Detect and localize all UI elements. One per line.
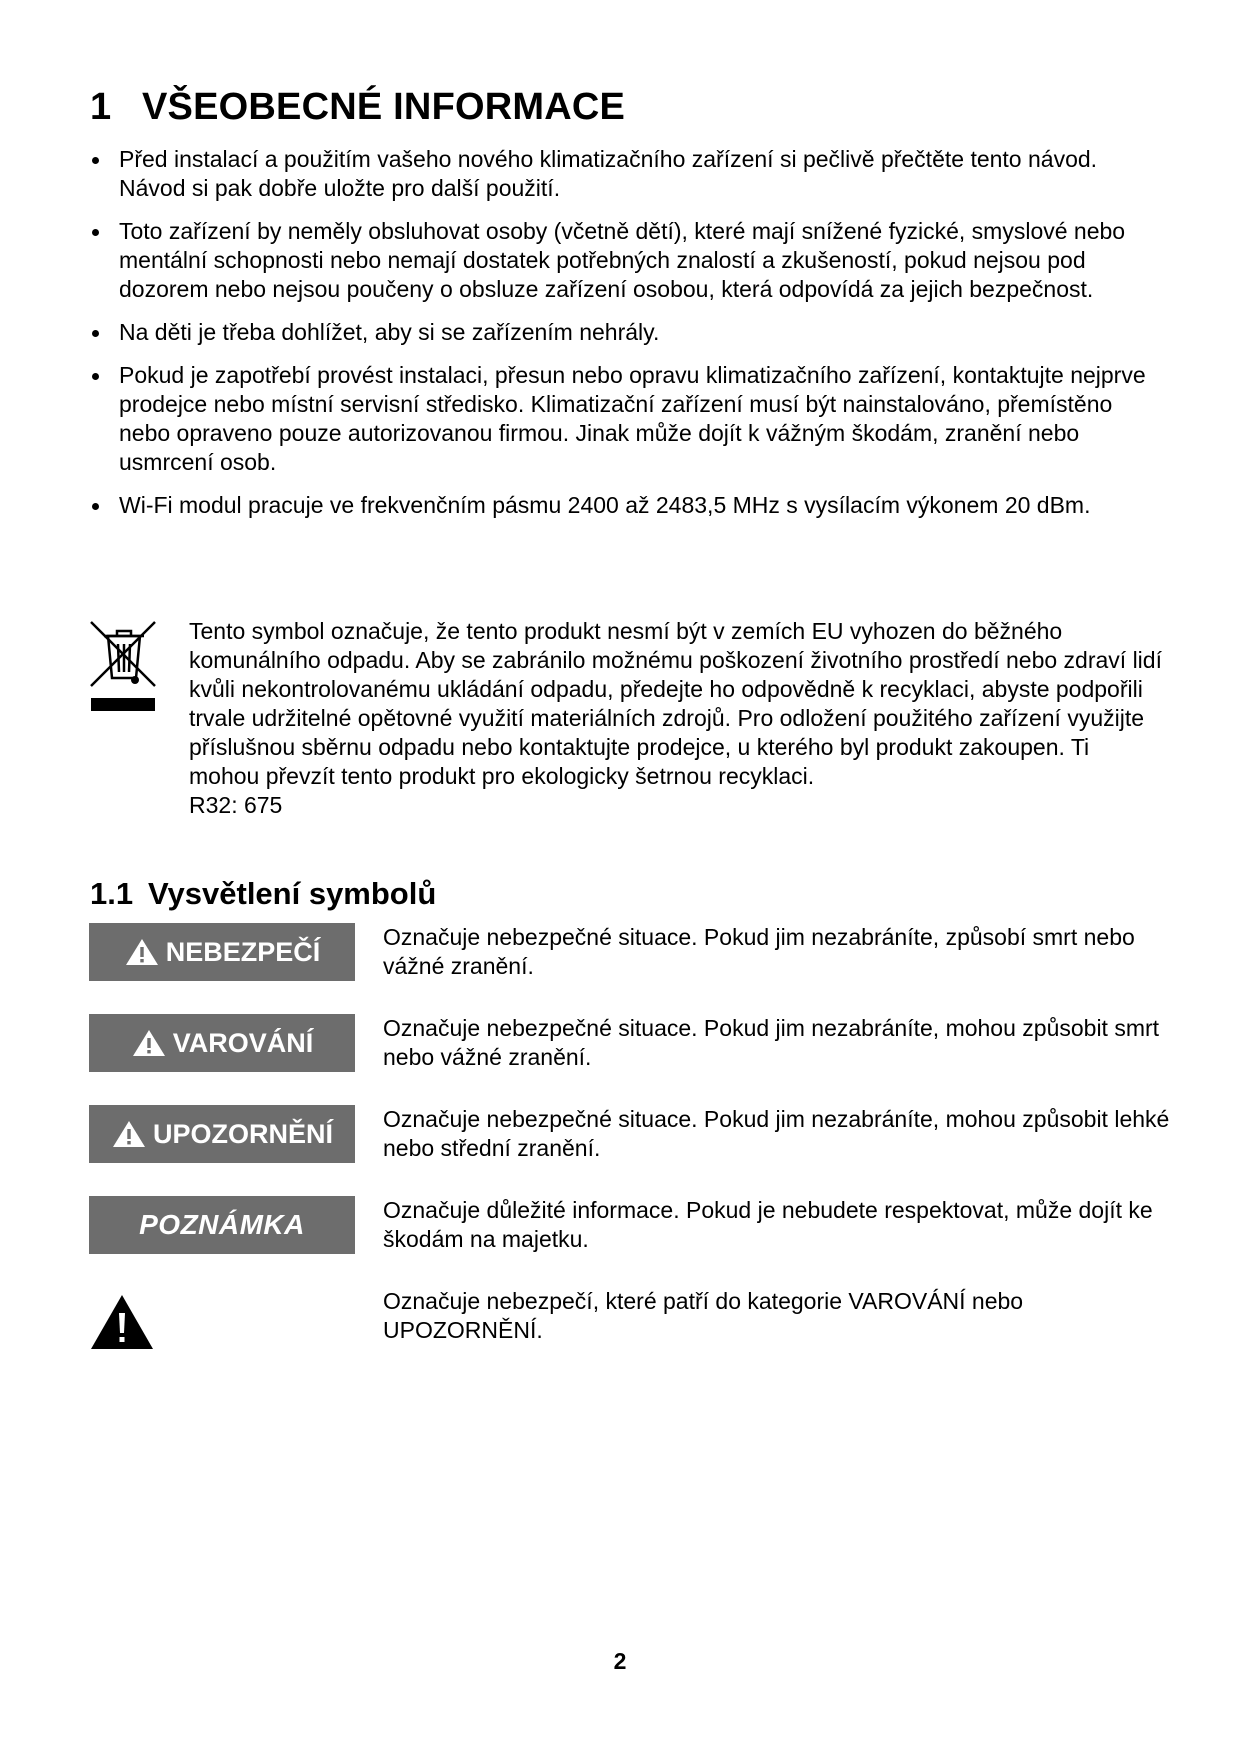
danger-label [89,923,355,981]
symbol-row-note [89,1196,1179,1266]
warning-triangle-icon [89,1293,155,1351]
section-heading [90,86,625,129]
list-item: Na děti je třeba dohlížet, aby si se zařízením nehrály. [90,318,1160,347]
danger-label-text: NEBEZPEČÍ [165,936,321,967]
danger-description: Označuje nebezpečné situace. Pokud jim nezabráníte, způsobí smrt nebo vážné zranění. [383,924,1135,979]
bullet-icon [92,503,99,510]
bullet-icon [92,373,99,380]
refrigerant-value: R32: 675 [189,792,283,818]
crossed-out-wheelie-bin-icon [89,620,159,720]
symbol-row-alert [89,1287,1179,1357]
bullet-icon [92,157,99,164]
warning-triangle-icon [111,1119,147,1149]
note-description: Označuje důležité informace. Pokud je nebudete respektovat, může dojít ke škodám na majetku. [383,1197,1153,1252]
warning-description: Označuje nebezpečné situace. Pokud jim nezabráníte, mohou způsobit smrt nebo vážné zranění. [383,1015,1160,1070]
caution-label [89,1105,355,1163]
section-title: VŠEOBECNÉ INFORMACE [142,86,626,128]
list-item: Pokud je zapotřebí provést instalaci, přesun nebo opravu klimatizačního zařízení, kontaktujte nejprve prodejce nebo místní servisní středisko. Klimatizační zařízení musí být nainstalováno, přemístěno nebo opraveno pouze autorizovanou firmou. Jinak může dojít k vážným škodám, zranění nebo usmrcení osob. [90,361,1160,477]
list-item: Toto zařízení by neměly obsluhovat osoby (včetně dětí), které mají snížené fyzické, smyslové nebo mentální schopnosti nebo nemají dostatek potřebných znalostí a zkušeností, pokud nejsou pod dozorem nebo nejsou poučeny o obsluze zařízení osobou, která odpovídá za jejich bezpečnost. [90,217,1160,304]
page-number: 2 [613,1648,627,1674]
section-number: 1 [90,86,112,128]
subsection-number: 1.1 [90,876,134,911]
subsection-heading [90,876,436,912]
bullet-icon [92,229,99,236]
warning-label-text: VAROVÁNÍ [172,1027,314,1058]
weee-description: Tento symbol označuje, že tento produkt nesmí být v zemích EU vyhozen do běžného komunálního odpadu. Aby se zabránilo možnému poškození životního prostředí nebo zdraví lidí kvůli nekontrolovanému ukládání odpadu, předejte ho odpovědně k recyklaci, abyste podpořili trvale udržitelné opětovné využití materiálních zdrojů. Pro odložení použitého zařízení využijte příslušnou sběrnu odpadu nebo kontaktujte prodejce, u kterého byl produkt zakoupen. Ti mohou převzít tento produkt pro ekologicky šetrnou recyklaci. [189,618,1162,789]
general-info-list [90,145,1160,534]
list-item: Před instalací a použitím vašeho nového klimatizačního zařízení si pečlivě přečtěte tento návod. Návod si pak dobře uložte pro další použití. [90,145,1160,203]
weee-notice [189,617,1164,820]
caution-label-text: UPOZORNĚNÍ [152,1118,333,1149]
warning-triangle-icon [131,1028,167,1058]
symbol-row-warning [89,1014,1179,1084]
symbol-row-danger [89,923,1179,993]
bullet-icon [92,330,99,337]
subsection-title: Vysvětlení symbolů [148,876,437,911]
warning-triangle-icon [124,937,160,967]
note-label [89,1196,355,1254]
alert-description: Označuje nebezpečí, které patří do kategorie VAROVÁNÍ nebo UPOZORNĚNÍ. [383,1288,1024,1343]
symbol-row-caution [89,1105,1179,1175]
note-label-text: POZNÁMKA [139,1209,305,1240]
caution-description: Označuje nebezpečné situace. Pokud jim nezabráníte, mohou způsobit lehké nebo střední zranění. [383,1106,1170,1161]
list-item: Wi-Fi modul pracuje ve frekvenčním pásmu 2400 až 2483,5 MHz s vysílacím výkonem 20 dBm. [90,491,1160,520]
warning-label [89,1014,355,1072]
